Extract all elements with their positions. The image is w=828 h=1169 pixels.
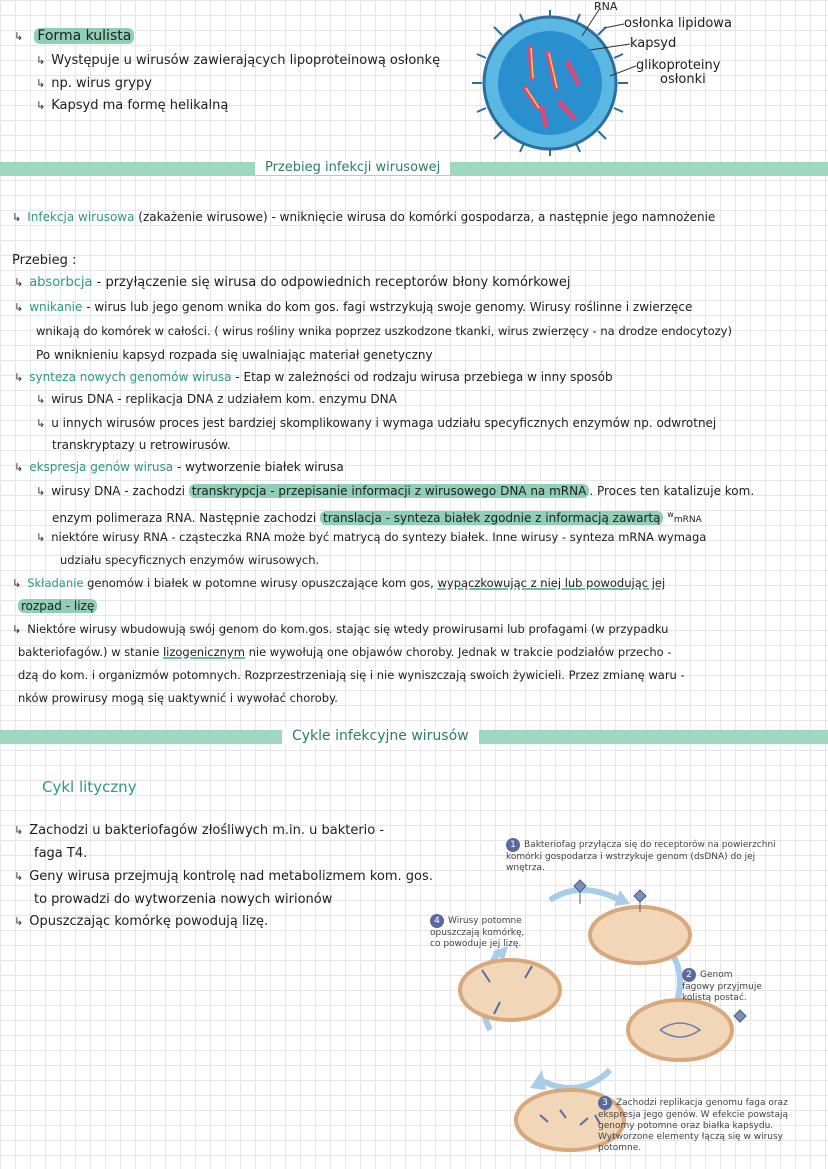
step-number-badge: 4 [430,914,444,928]
step-number-badge: 3 [598,1096,612,1110]
form-heading-row [14,25,134,44]
section-title: Przebieg infekcji wirusowej [255,160,450,175]
lytic-point: ↳ Opuszczając komórkę powodują lizę. [14,914,269,929]
step-number-badge: 1 [506,838,520,852]
course-line: ↳ wnikanie - wirus lub jego genom wnika do kom gos. fagi wstrzykują swoje genomy. Wirusy roślinne i zwierzęce [14,300,693,314]
form-item: ↳ Kapsyd ma formę helikalną [36,98,229,113]
course-line: ↳ u innych wirusów proces jest bardziej skomplikowany i wymaga udziału specyficznych enzymów np. odwrotnej [36,416,717,430]
course-line: ↳ Składanie genomów i białek w potomne wirusy opuszczające kom gos, wypączkowując z niej lub powodując jej [12,576,666,590]
arrow-icon: ↳ [36,99,46,112]
form-heading: Forma kulista [34,28,134,44]
diagram-step-3: 3 Zachodzi replikacja genomu faga oraz ekspresja jego genów. W efekcie powstają genomy potomne oraz białka kapsydu. Wytworzone elementy łączą się w wirusy potomne. [598,1098,788,1153]
infection-definition: ↳ Infekcja wirusowa (zakażenie wirusowe) - wniknięcie wirusa do komórki gospodarza, a następnie jego namnożenie [12,210,716,224]
course-line: ↳ niektóre wirusy RNA - cząsteczka RNA może być matrycą do syntezy białek. Inne wirusy - synteza mRNA wymaga [36,530,707,544]
virus-label-envelope: osłonka lipidowa [624,16,732,31]
diagram-step-1: 1 Bakteriofag przyłącza się do receptorów na powierzchni komórki gospodarza i wstrzykuje genom (dsDNA) do jej wnętrza. [506,840,776,873]
course-label: Przebieg : [12,253,77,268]
arrow-icon: ↳ [36,54,46,67]
virus-label-glyco1: glikoproteiny [636,58,721,73]
diagram-step-4: 4 Wirusy potomne opuszczają komórkę, co powoduje jej lizę. [430,916,525,949]
course-line: ↳ wirusy DNA - zachodzi transkrypcja - przepisanie informacji z wirusowego DNA na mRNA . Proces ten katalizuje kom. [36,484,755,498]
lytic-title: Cykl lityczny [42,778,137,796]
section-title: Cykle infekcyjne wirusów [282,728,479,744]
course-line: Po wniknieniu kapsyd rozpada się uwalniając materiał genetyczny [36,348,433,362]
form-item: ↳ Występuje u wirusów zawierających lipoproteinową osłonkę [36,53,441,68]
lytic-point: ↳ Zachodzi u bakteriofagów złośliwych m.in. u bakterio - [14,823,385,838]
course-line: wnikają do komórek w całości. ( wirus rośliny wnika poprzez uszkodzone tkanki, wirus zwierzęcy - na drodze endocytozy) [36,324,732,338]
course-line: enzym polimeraza RNA. Następnie zachodzi translacja - synteza białek zgodnie z informacją zawartą $^w$mRNA [52,510,702,525]
course-line: udziału specyficznych enzymów wirusowych. [60,553,320,567]
diagram-step-2: 2 Genom fagowy przyjmuje kolistą postać. [682,970,762,1003]
course-line: ↳ Niektóre wirusy wbudowują swój genom do kom.gos. stając się wtedy prowirusami lub profagami (w przypadku [12,622,669,636]
course-line: rozpad - lizę [18,597,97,615]
virus-label-rna: RNA [594,0,618,13]
course-line: ↳ synteza nowych genomów wirusa - Etap w zależności od rodzaju wirusa przebiega w inny sposób [14,370,613,384]
arrow-icon: ↳ [36,77,46,90]
form-item: ↳ np. wirus grypy [36,76,152,91]
course-line: dzą do kom. i organizmów potomnych. Rozprzestrzeniają się i nie wyniszczają swoich żywicieli. Przez zmianę waru - [18,668,685,682]
arrow-icon: ↳ [14,30,24,43]
virus-label-glyco2: osłonki [660,72,706,87]
course-line: bakteriofagów.) w stanie lizogenicznym nie wywołują one objawów choroby. Jednak w trakcie podziałów przecho - [18,645,672,659]
lytic-point: to prowadzi do wytworzenia nowych wirionów [34,892,333,907]
host-cell-1 [590,907,690,963]
label-leader-lines [560,0,640,80]
course-line: ↳ absorbcja - przyłączenie się wirusa do odpowiednich receptorów błony komórkowej [14,275,571,290]
virus-label-capsid: kapsyd [630,36,677,51]
course-line: nków prowirusy mogą się uaktywnić i wywołać choroby. [18,691,338,705]
course-line: ↳ wirus DNA - replikacja DNA z udziałem kom. enzymu DNA [36,392,397,406]
host-cell-4 [460,960,560,1020]
lytic-point: faga T4. [34,846,88,861]
course-line: transkryptazy u retrowirusów. [52,438,231,452]
step-number-badge: 2 [682,968,696,982]
host-cell-2 [628,1000,732,1060]
arrow-icon: ↳ [12,211,22,224]
course-line: ↳ ekspresja genów wirusa - wytworzenie białek wirusa [14,460,344,474]
lytic-point: ↳ Geny wirusa przejmują kontrolę nad metabolizmem kom. gos. [14,869,433,884]
